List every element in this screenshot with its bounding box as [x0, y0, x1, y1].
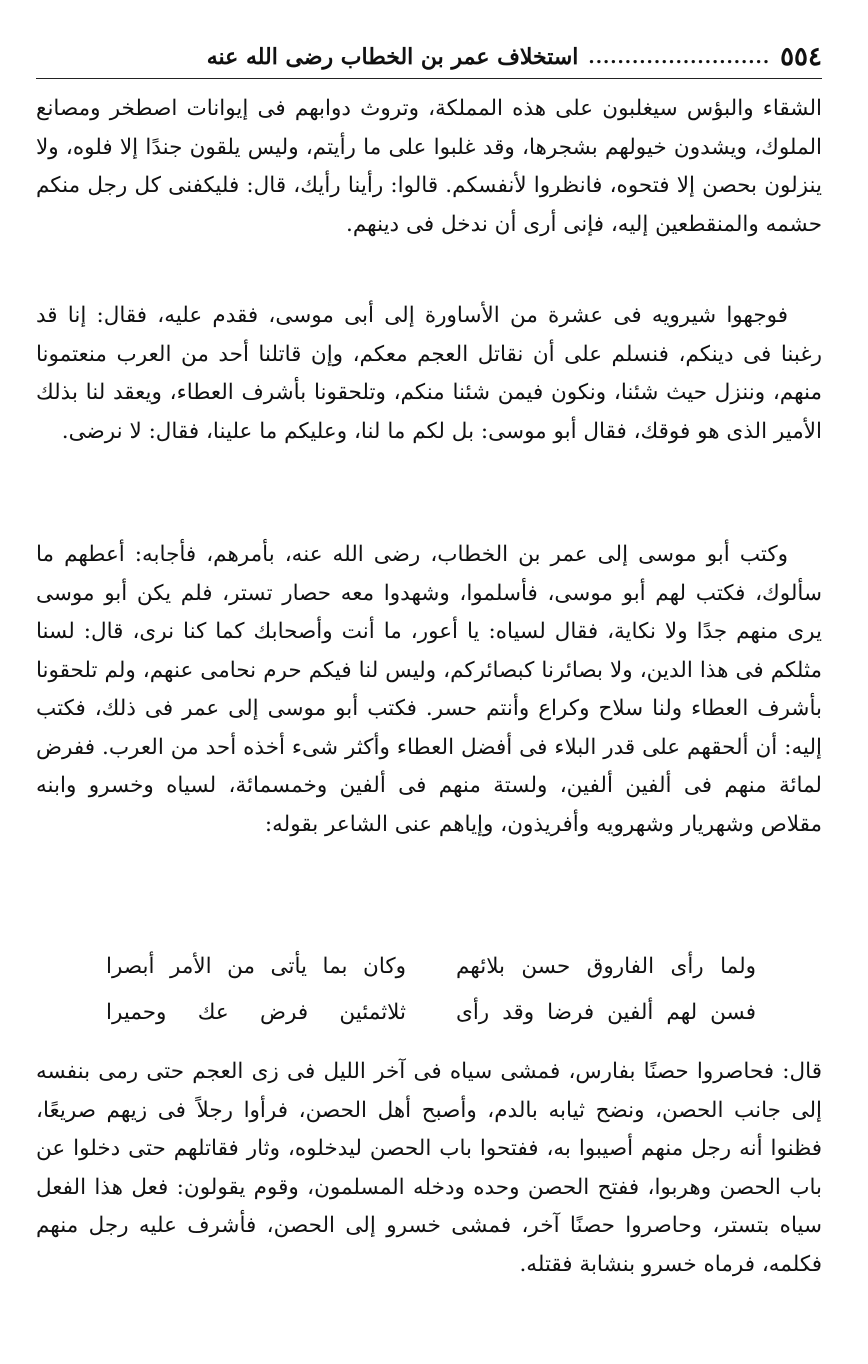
poem-line-2-first-hemistich: فسن لهم ألفين فرضا وقد رأى [456, 1000, 756, 1025]
book-page [36, 0, 822, 1364]
header-rule [36, 78, 822, 79]
paragraph-text: قال: فحاصروا حصنًا بفارس، فمشى سياه فى آخر الليل فى زى العجم حتى رمى بنفسه إلى جانب الحصن، ونضح ثيابه بالدم، وأصبح أهل الحصن، فرأوا رجلاً فى زيهم صريعًا، فظنوا أنه رجل منهم أصيبوا به، ففتحوا باب الحصن ليدخلوه، وثار فقاتلهم حتى دخلوا عن باب الحصن وهربوا، ففتح الحصن وحده ودخله المسلمون، وقوم يقولون: فعل هذا الفعل سياه بتستر، وحاصروا حصنًا آخر، فمشى خسرو إلى الحصن، فأشرف عليه رجل منهم فكلمه، فرماه خسرو بنشابة فقتله. [36, 1059, 822, 1277]
poem-line-1 [106, 944, 756, 990]
paragraph-1 [36, 90, 822, 244]
poem-line-1-first-hemistich: ولما رأى الفاروق حسن بلائهم [456, 954, 756, 979]
paragraph-3 [36, 536, 822, 844]
poem-verses [106, 944, 756, 1036]
poem-line-2-second-hemistich: ثلاثمئين فرض عك وحميرا [106, 1000, 406, 1025]
poem-line-2 [106, 990, 756, 1036]
header-dot-leader: ......................... [588, 46, 771, 68]
running-title: استخلاف عمر بن الخطاب رضى الله عنه [206, 44, 579, 70]
paragraph-text: الشقاء والبؤس سيغلبون على هذه المملكة، وتروث دوابهم فى إيوانات اصطخر ومصانع الملوك، ويشدون خيولهم بشجرها، وقد غلبوا على ما رأيتم، وليس يلقون جندًا إلا فلوه، ولا ينزلون بحصن إلا فتحوه، فانظروا لأنفسكم. قالوا: رأينا رأيك، قال: فليكفنى كل رجل منكم حشمه والمنقطعين إليه، فإنى أرى أن ندخل فى دينهم. [36, 96, 822, 237]
paragraph-text: وكتب أبو موسى إلى عمر بن الخطاب، رضى الله عنه، بأمرهم، فأجابه: أعطهم ما سألوك، فكتب لهم أبو موسى، فأسلموا، وشهدوا معه حصار تستر، فلم يكن أبو موسى يرى منهم جدًا ولا نكاية، فقال لسياه: يا أعور، ما أنت وأصحابك كما كنا نرى، قال: لسنا مثلكم فى هذا الدين، ولا بصائرنا كبصائركم، وليس لنا فيكم حرم نحامى عنهم، ولم تلحقونا بأشرف العطاء ولنا سلاح وكراع وأنتم حسر. فكتب أبو موسى إلى عمر فى ذلك، فكتب إليه: أن ألحقهم على قدر البلاء فى أفضل العطاء وأكثر شىء أخذه أحد من العرب. ففرض لمائة منهم فى ألفين ألفين، ولستة منهم فى ألفين وخمسمائة، لسياه وخسرو وابنه مقلاص وشهريار وشهرويه وأفريذون، وإياهم عنى الشاعر بقوله: [36, 542, 822, 837]
paragraph-4 [36, 1053, 822, 1284]
paragraph-2 [36, 297, 822, 451]
page-header [36, 40, 822, 74]
poem-line-1-second-hemistich: وكان بما يأتى من الأمر أبصرا [106, 954, 406, 979]
paragraph-text: فوجهوا شيرويه فى عشرة من الأساورة إلى أبى موسى، فقدم عليه، فقال: إنا قد رغبنا فى دينكم، فنسلم على أن نقاتل العجم معكم، وإن قاتلنا أحد من العرب منعتمونا منهم، وننزل حيث شئنا، ونكون فيمن شئنا منكم، وتلحقونا بأشرف العطاء، ويعقد لنا بذلك الأمير الذى هو فوقك، فقال أبو موسى: بل لكم ما لنا، وعليكم ما علينا، فقال: لا نرضى. [36, 303, 822, 444]
page-number: ٥٥٤ [780, 42, 822, 72]
